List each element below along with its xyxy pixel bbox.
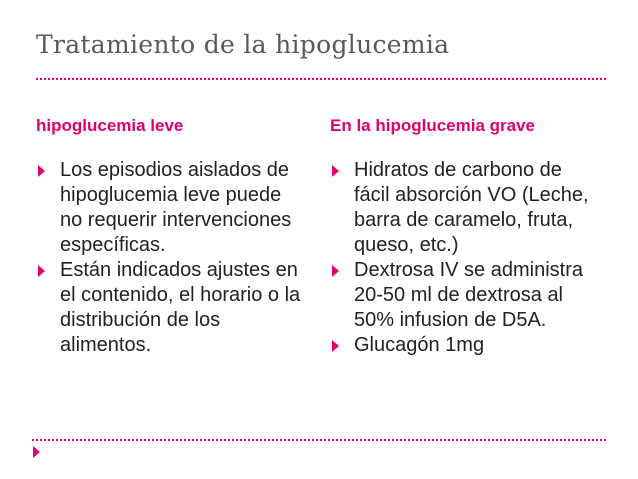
list-item — [330, 333, 600, 358]
bullet-text: Glucagón 1mg — [354, 334, 485, 356]
triangle-bullet-icon — [332, 265, 339, 277]
left-bullet-list — [36, 158, 306, 358]
triangle-bullet-icon — [332, 165, 339, 177]
triangle-bullet-icon — [38, 265, 45, 277]
bullet-text: Dextrosa IV se administra 20-50 ml de dextrosa al 50% infusion de D5A. — [354, 259, 583, 331]
footer-divider — [32, 439, 606, 441]
triangle-bullet-icon — [332, 340, 339, 352]
list-item — [330, 158, 600, 258]
right-bullet-list — [330, 158, 600, 358]
slide-title: Tratamiento de la hipoglucemia — [36, 30, 450, 59]
bullet-text: Están indicados ajustes en el contenido, el horario o la distribución de los alimentos. — [60, 259, 301, 356]
triangle-bullet-icon — [38, 165, 45, 177]
left-column-heading: hipoglucemia leve — [36, 116, 184, 135]
bullet-text: Los episodios aislados de hipoglucemia leve puede no requerir intervenciones específicas. — [60, 159, 292, 256]
list-item — [330, 258, 600, 333]
list-item — [36, 158, 306, 258]
list-item — [36, 258, 306, 358]
title-divider — [36, 78, 606, 80]
arrow-right-icon — [33, 446, 40, 458]
right-column-heading: En la hipoglucemia grave — [330, 116, 536, 135]
bullet-text: Hidratos de carbono de fácil absorción VO (Leche, barra de caramelo, fruta, queso, etc.) — [354, 159, 589, 256]
